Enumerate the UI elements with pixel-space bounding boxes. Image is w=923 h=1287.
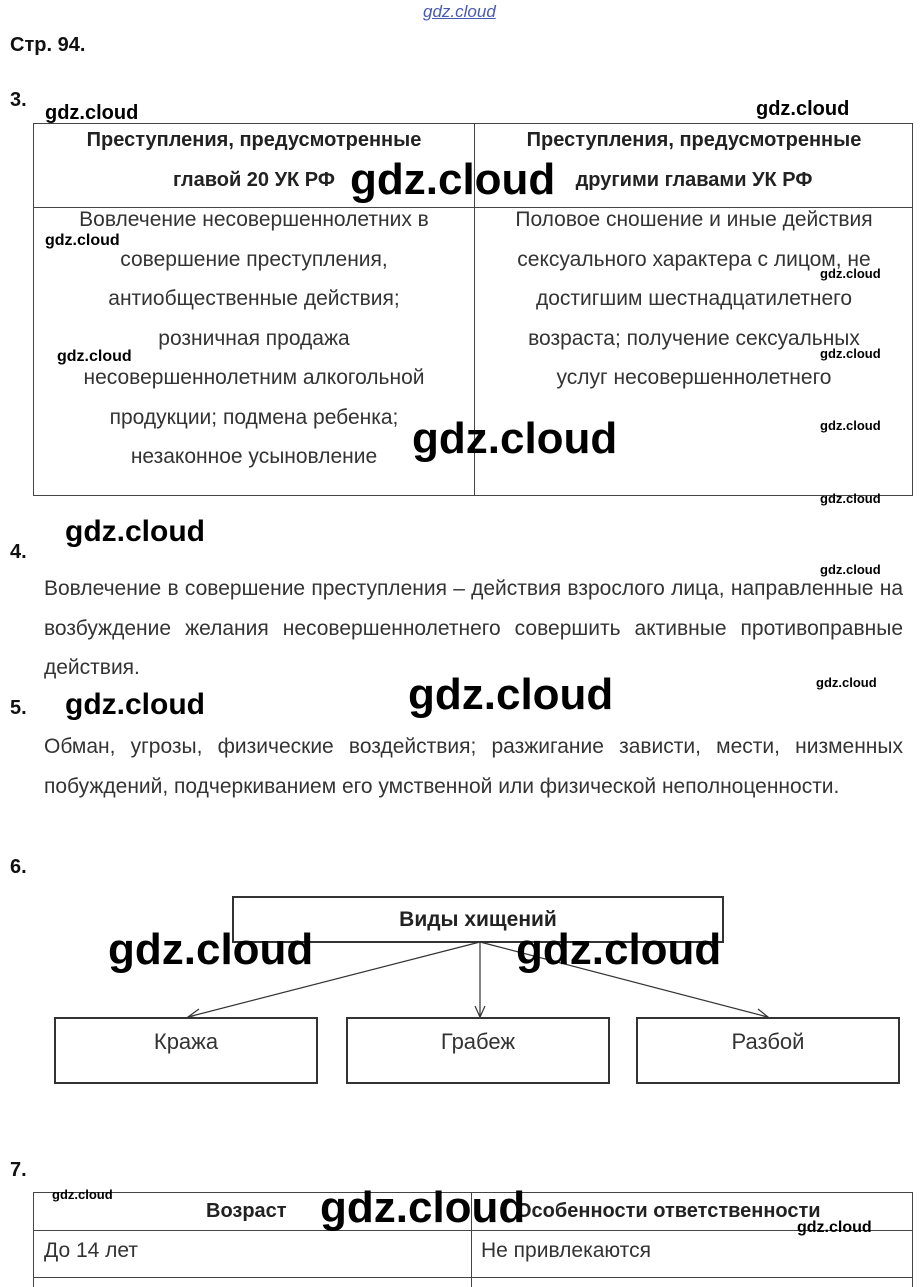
cell-line: Вовлечение несовершеннолетних в (79, 208, 429, 231)
table-cell: Не привлекаются (481, 1239, 651, 1262)
diagram-root-box: Виды хищений (232, 896, 724, 943)
cell-line: Половое сношение и иные действия (515, 208, 873, 231)
watermark: gdz.cloud (108, 925, 314, 974)
task-5-answer: Обман, угрозы, физические воздействия; разжигание зависти, мести, низменных побуждений, подчеркиванием его умственной или физической неполноценности. (44, 735, 903, 798)
watermark: gdz.cloud (65, 515, 205, 548)
site-watermark-top: gdz.cloud (423, 2, 496, 21)
watermark: gdz.cloud (52, 1187, 113, 1202)
header-right-line-1: Преступления, предусмотренные (526, 129, 862, 151)
header-right-line-2: другими главами УК РФ (575, 169, 813, 191)
task-5-number: 5. (10, 697, 27, 719)
header-left-line-2: главой 20 УК РФ (173, 169, 335, 191)
table-header-right: Особенности ответственности (516, 1200, 821, 1222)
watermark: gdz.cloud (820, 418, 881, 433)
cell-line: антиобщественные действия; (108, 287, 400, 310)
cell-line: продукции; подмена ребенка; (109, 405, 399, 429)
watermark: gdz.cloud (820, 491, 881, 506)
watermark: gdz.cloud (820, 266, 881, 281)
task-7-number: 7. (10, 1159, 27, 1181)
task-6-number: 6. (10, 856, 27, 878)
watermark: gdz.cloud (516, 925, 722, 974)
watermark: gdz.cloud (57, 348, 132, 365)
watermark: gdz.cloud (816, 675, 877, 690)
watermark: gdz.cloud (820, 562, 881, 577)
task-4-number: 4. (10, 541, 27, 563)
header-left-line-1: Преступления, предусмотренные (86, 129, 422, 151)
table-header-left: Возраст (206, 1200, 287, 1222)
diagram-child-box: Разбой (636, 1017, 900, 1084)
page-label: Стр. 94. (10, 34, 86, 56)
cell-line: незаконное усыновление (130, 445, 378, 468)
task-3-number: 3. (10, 89, 27, 111)
cell-line: розничная продажа (158, 326, 350, 350)
watermark: gdz.cloud (408, 670, 614, 719)
watermark: gdz.cloud (45, 102, 139, 124)
watermark: gdz.cloud (412, 414, 618, 463)
cell-line: несовершеннолетним алкогольной (83, 366, 425, 389)
task-4-answer: Вовлечение в совершение преступления – действия взрослого лица, направленные на возбуждение желания несовершеннолетнего совершить активные противоправные действия. (44, 577, 903, 679)
cell-line: достигшим шестнадцатилетнего (535, 287, 853, 310)
watermark: gdz.cloud (820, 346, 881, 361)
watermark: gdz.cloud (797, 1219, 872, 1236)
table-cell: До 14 лет (44, 1239, 139, 1262)
cell-line: возраста; получение сексуальных (528, 326, 860, 350)
table-divider (34, 1277, 912, 1278)
cell-line: совершение преступления, (120, 247, 388, 271)
diagram-child-box: Грабеж (346, 1017, 610, 1084)
watermark: gdz.cloud (350, 155, 556, 204)
watermark: gdz.cloud (65, 688, 205, 721)
watermark: gdz.cloud (45, 232, 120, 249)
watermark: gdz.cloud (756, 98, 850, 120)
watermark: gdz.cloud (320, 1183, 526, 1232)
cell-line: сексуального характера с лицом, не (517, 247, 871, 271)
diagram-child-box: Кража (54, 1017, 318, 1084)
cell-line: услуг несовершеннолетнего (556, 366, 832, 389)
